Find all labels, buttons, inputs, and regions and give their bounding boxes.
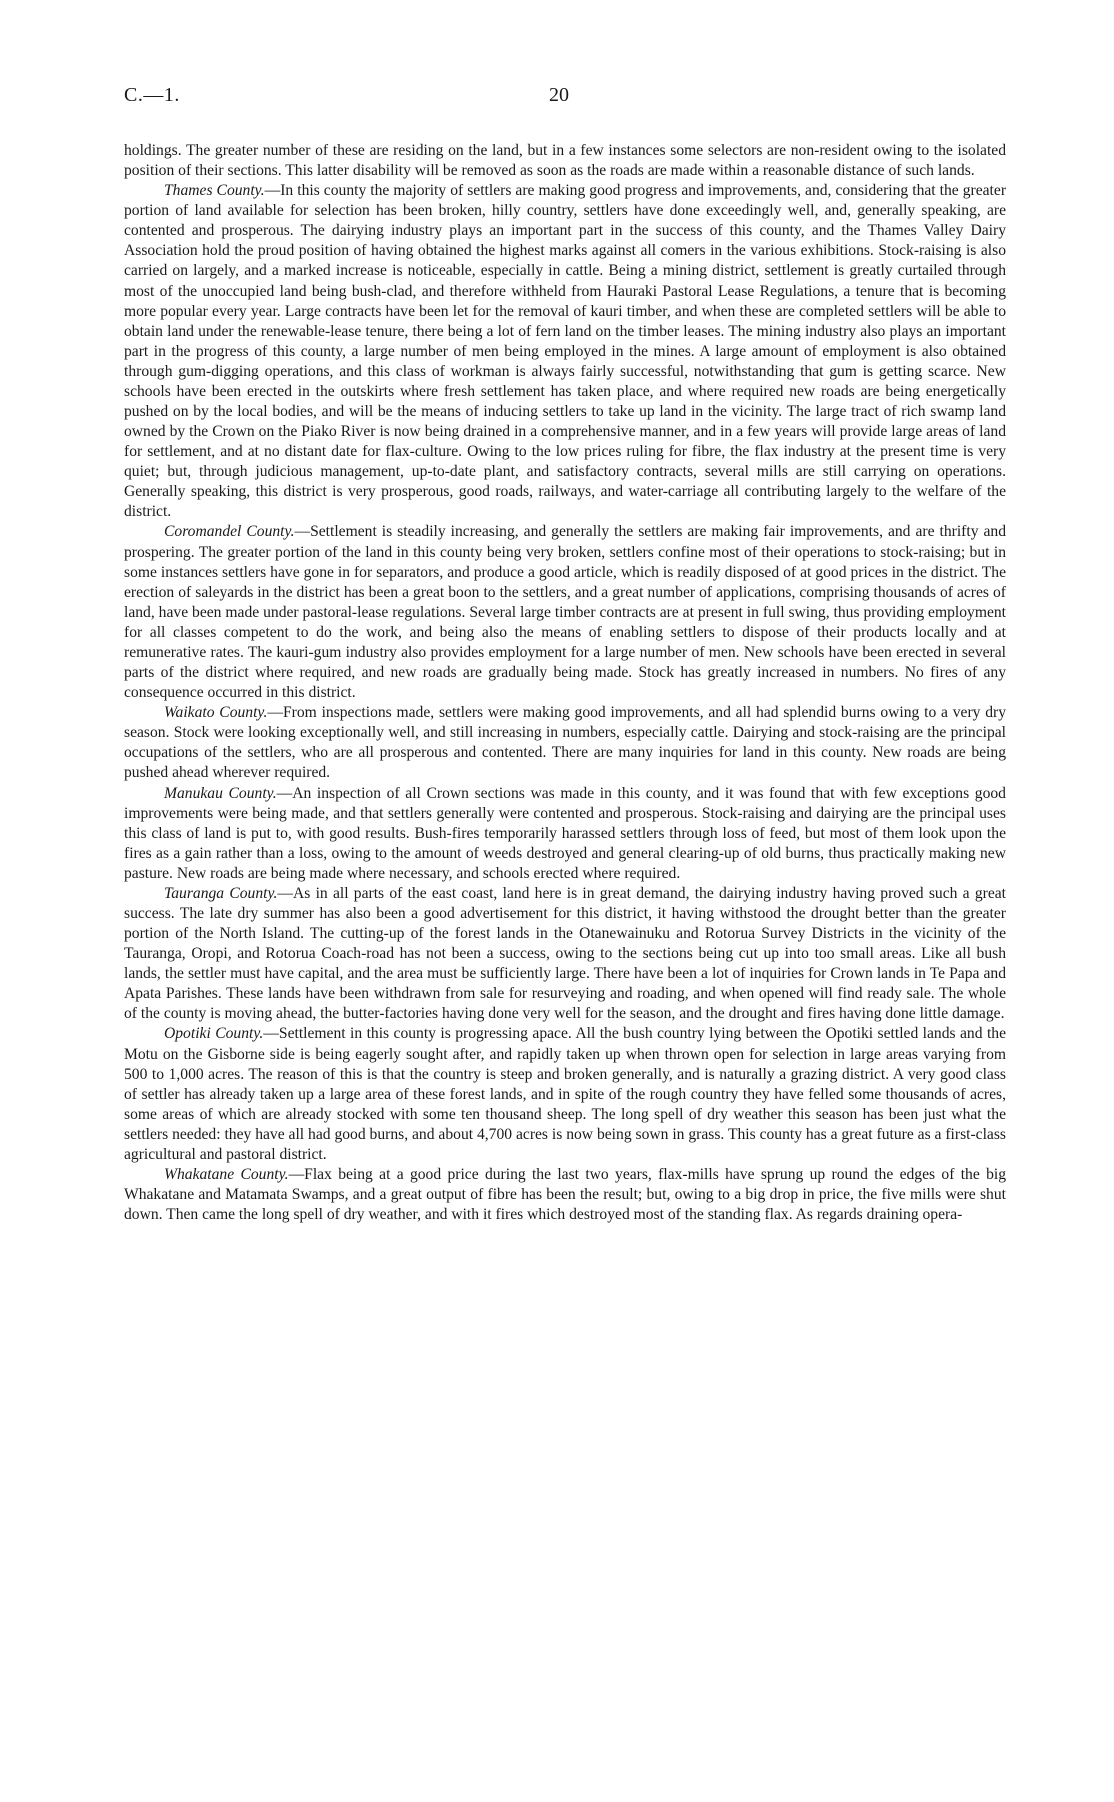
paragraph-thames-county: [124, 181, 1006, 522]
page-number: 20: [549, 84, 569, 106]
paragraph-coromandel-county: [124, 522, 1006, 703]
document-reference: C.—1.: [124, 84, 180, 106]
paragraph-text: —As in all parts of the east coast, land here is in great demand, the dairying industry having proved such a great success. The late dry summer has also been a good advertisement for this district, it having withstood the drought better than the greater portion of the North Island. The cutting-up of the forest lands in the Otanewainuku and Rotorua Survey Districts in the vicinity of the Tauranga, Oropi, and Rotorua Coach-road has not been a success, owing to the sections being cut up into too small areas. Like all bush lands, the settler must have capital, and the area must be sufficiently large. There have been a lot of inquiries for Crown lands in Te Papa and Apata Parishes. These lands have been withdrawn from sale for resurveying and roading, and when opened will find ready sale. The whole of the county is moving ahead, the butter-factories having done very well for the season, and the drought and fires having done little damage.: [124, 884, 1006, 1023]
page-header: [124, 84, 1004, 116]
paragraph-manukau-county: [124, 784, 1006, 884]
paragraph-whakatane-county: [124, 1165, 1006, 1225]
county-heading: Tauranga County.: [164, 884, 278, 902]
paragraph-waikato-county: [124, 703, 1006, 783]
paragraph-text: —Flax being at a good price during the last two years, flax-mills have sprung up round the edges of the big Whakatane and Matamata Swamps, and a great output of fibre has been the result; but, owing to a big drop in price, the five mills were shut down. Then came the long spell of dry weather, and with it fires which destroyed most of the standing flax. As regards draining opera-: [124, 1165, 1007, 1224]
county-heading: Opotiki County.: [164, 1025, 264, 1043]
body-text: [124, 141, 1006, 1225]
paragraph-text: —Settlement in this county is progressing apace. All the bush country lying between the Opotiki settled lands and the Motu on the Gisborne side is being eagerly sought after, and rapidly taken up when thrown open for selection in large areas varying from 500 to 1,000 acres. The reason of this is that the country is steep and broken generally, and is naturally a grazing district. A very good class of settler has already taken up a large area of these forest lands, and in spite of the rough country they have felled some thousands of acres, some areas of which are already stocked with some ten thousand sheep. The long spell of dry weather this season has been just what the settlers needed: they have all had good burns, and about 4,700 acres is now being sown in grass. This county has a great future as a first-class agricultural and pastoral district.: [124, 1025, 1007, 1163]
paragraph-holdings: [124, 141, 1006, 181]
paragraph-text: —An inspection of all Crown sections was made in this county, and it was found that with few exceptions good improvements were being made, and that settlers generally were contented and prosperous. Stock-raising and dairying are the principal uses this class of land is put to, with good results. Bush-fires temporarily harassed settlers through loss of feed, but most of them look upon the fires as a gain rather than a loss, owing to the amount of weeds destroyed and general clearing-up of old burns, thus practically making new pasture. New roads are being made where necessary, and schools erected where required.: [124, 784, 1006, 882]
paragraph-tauranga-county: [124, 884, 1006, 1025]
paragraph-text: —From inspections made, settlers were making good improvements, and all had splendid burns owing to a very dry season. Stock were looking exceptionally well, and still increasing in numbers, especially cattle. Dairying and stock-raising are the principal occupations of the settlers, who are all prosperous and contented. There are many inquiries for land in this county. New roads are being pushed ahead wherever required.: [124, 704, 1006, 782]
county-heading: Manukau County.: [164, 784, 277, 802]
paragraph-opotiki-county: [124, 1024, 1006, 1165]
county-heading: Waikato County.: [164, 704, 268, 722]
paragraph-text: —Settlement is steadily increasing, and generally the settlers are making fair improvements, and are thrifty and prospering. The greater portion of the land in this county being very broken, settlers confine most of their operations to stock-raising; but in some instances settlers have gone in for separators, and produce a good article, which is readily disposed of at good prices in the district. The erection of saleyards in the district has been a great boon to the settlers, and a great number of applications, comprising thousands of acres of land, have been made under pastoral-lease regulations. Several large timber contracts are at present in full swing, thus providing employment for all classes competent to do the work, and being also the means of enabling settlers to dispose of their products locally and at remunerative rates. The kauri-gum industry also provides employment for a large number of men. New schools have been erected in several parts of the district where required, and new roads are gradually being made. Stock has greatly increased in numbers. No fires of any consequence occurred in this district.: [124, 523, 1007, 702]
county-heading: Coromandel County.: [164, 523, 295, 541]
county-heading: Thames County.: [164, 182, 265, 200]
paragraph-text: holdings. The greater number of these are residing on the land, but in a few instances some selectors are non-resident owing to the isolated position of their sections. This latter disability will be removed as soon as the roads are made within a reasonable distance of such lands.: [124, 142, 1006, 180]
paragraph-text: —In this county the majority of settlers are making good progress and improvements, and, considering that the greater portion of land available for selection has been broken, hilly country, settlers have done exceedingly well, and, generally speaking, are contented and prosperous. The dairying industry plays an important part in the success of this county, and the Thames Valley Dairy Association hold the proud position of having obtained the highest marks against all comers in the various exhibitions. Stock-raising is also carried on largely, and a marked increase is noticeable, especially in cattle. Being a mining district, settlement is greatly curtailed through most of the unoccupied land being bush-clad, and therefore withheld from Hauraki Pastoral Lease Regulations, a tenure that is becoming more popular every year. Large contracts have been let for the removal of kauri timber, and when these are completed settlers will be able to obtain land under the renewable-lease tenure, there being a lot of fern land on the timber leases. The mining industry also plays an important part in the progress of this county, a large number of men being employed in the mines. A large amount of employment is also obtained through gum-digging operations, and this class of workman is always fairly successful, notwithstanding that gum is getting scarce. New schools have been erected in the outskirts where fresh settlement has taken place, and where required new roads are being energetically pushed on by the local bodies, and will be the means of inducing settlers to take up land in the vicinity. The large tract of rich swamp land owned by the Crown on the Piako River is now being drained in a comprehensive manner, and in a few years will provide large areas of land for settlement, and at no distant date for flax-culture. Owing to the low prices ruling for fibre, the flax industry at the present time is very quiet; but, through judicious management, up-to-date plant, and satisfactory contracts, several mills are still carrying on operations. Generally speaking, this district is very prosperous, good roads, railways, and water-carriage all contributing largely to the welfare of the district.: [124, 182, 1007, 521]
county-heading: Whakatane County.: [164, 1165, 289, 1183]
